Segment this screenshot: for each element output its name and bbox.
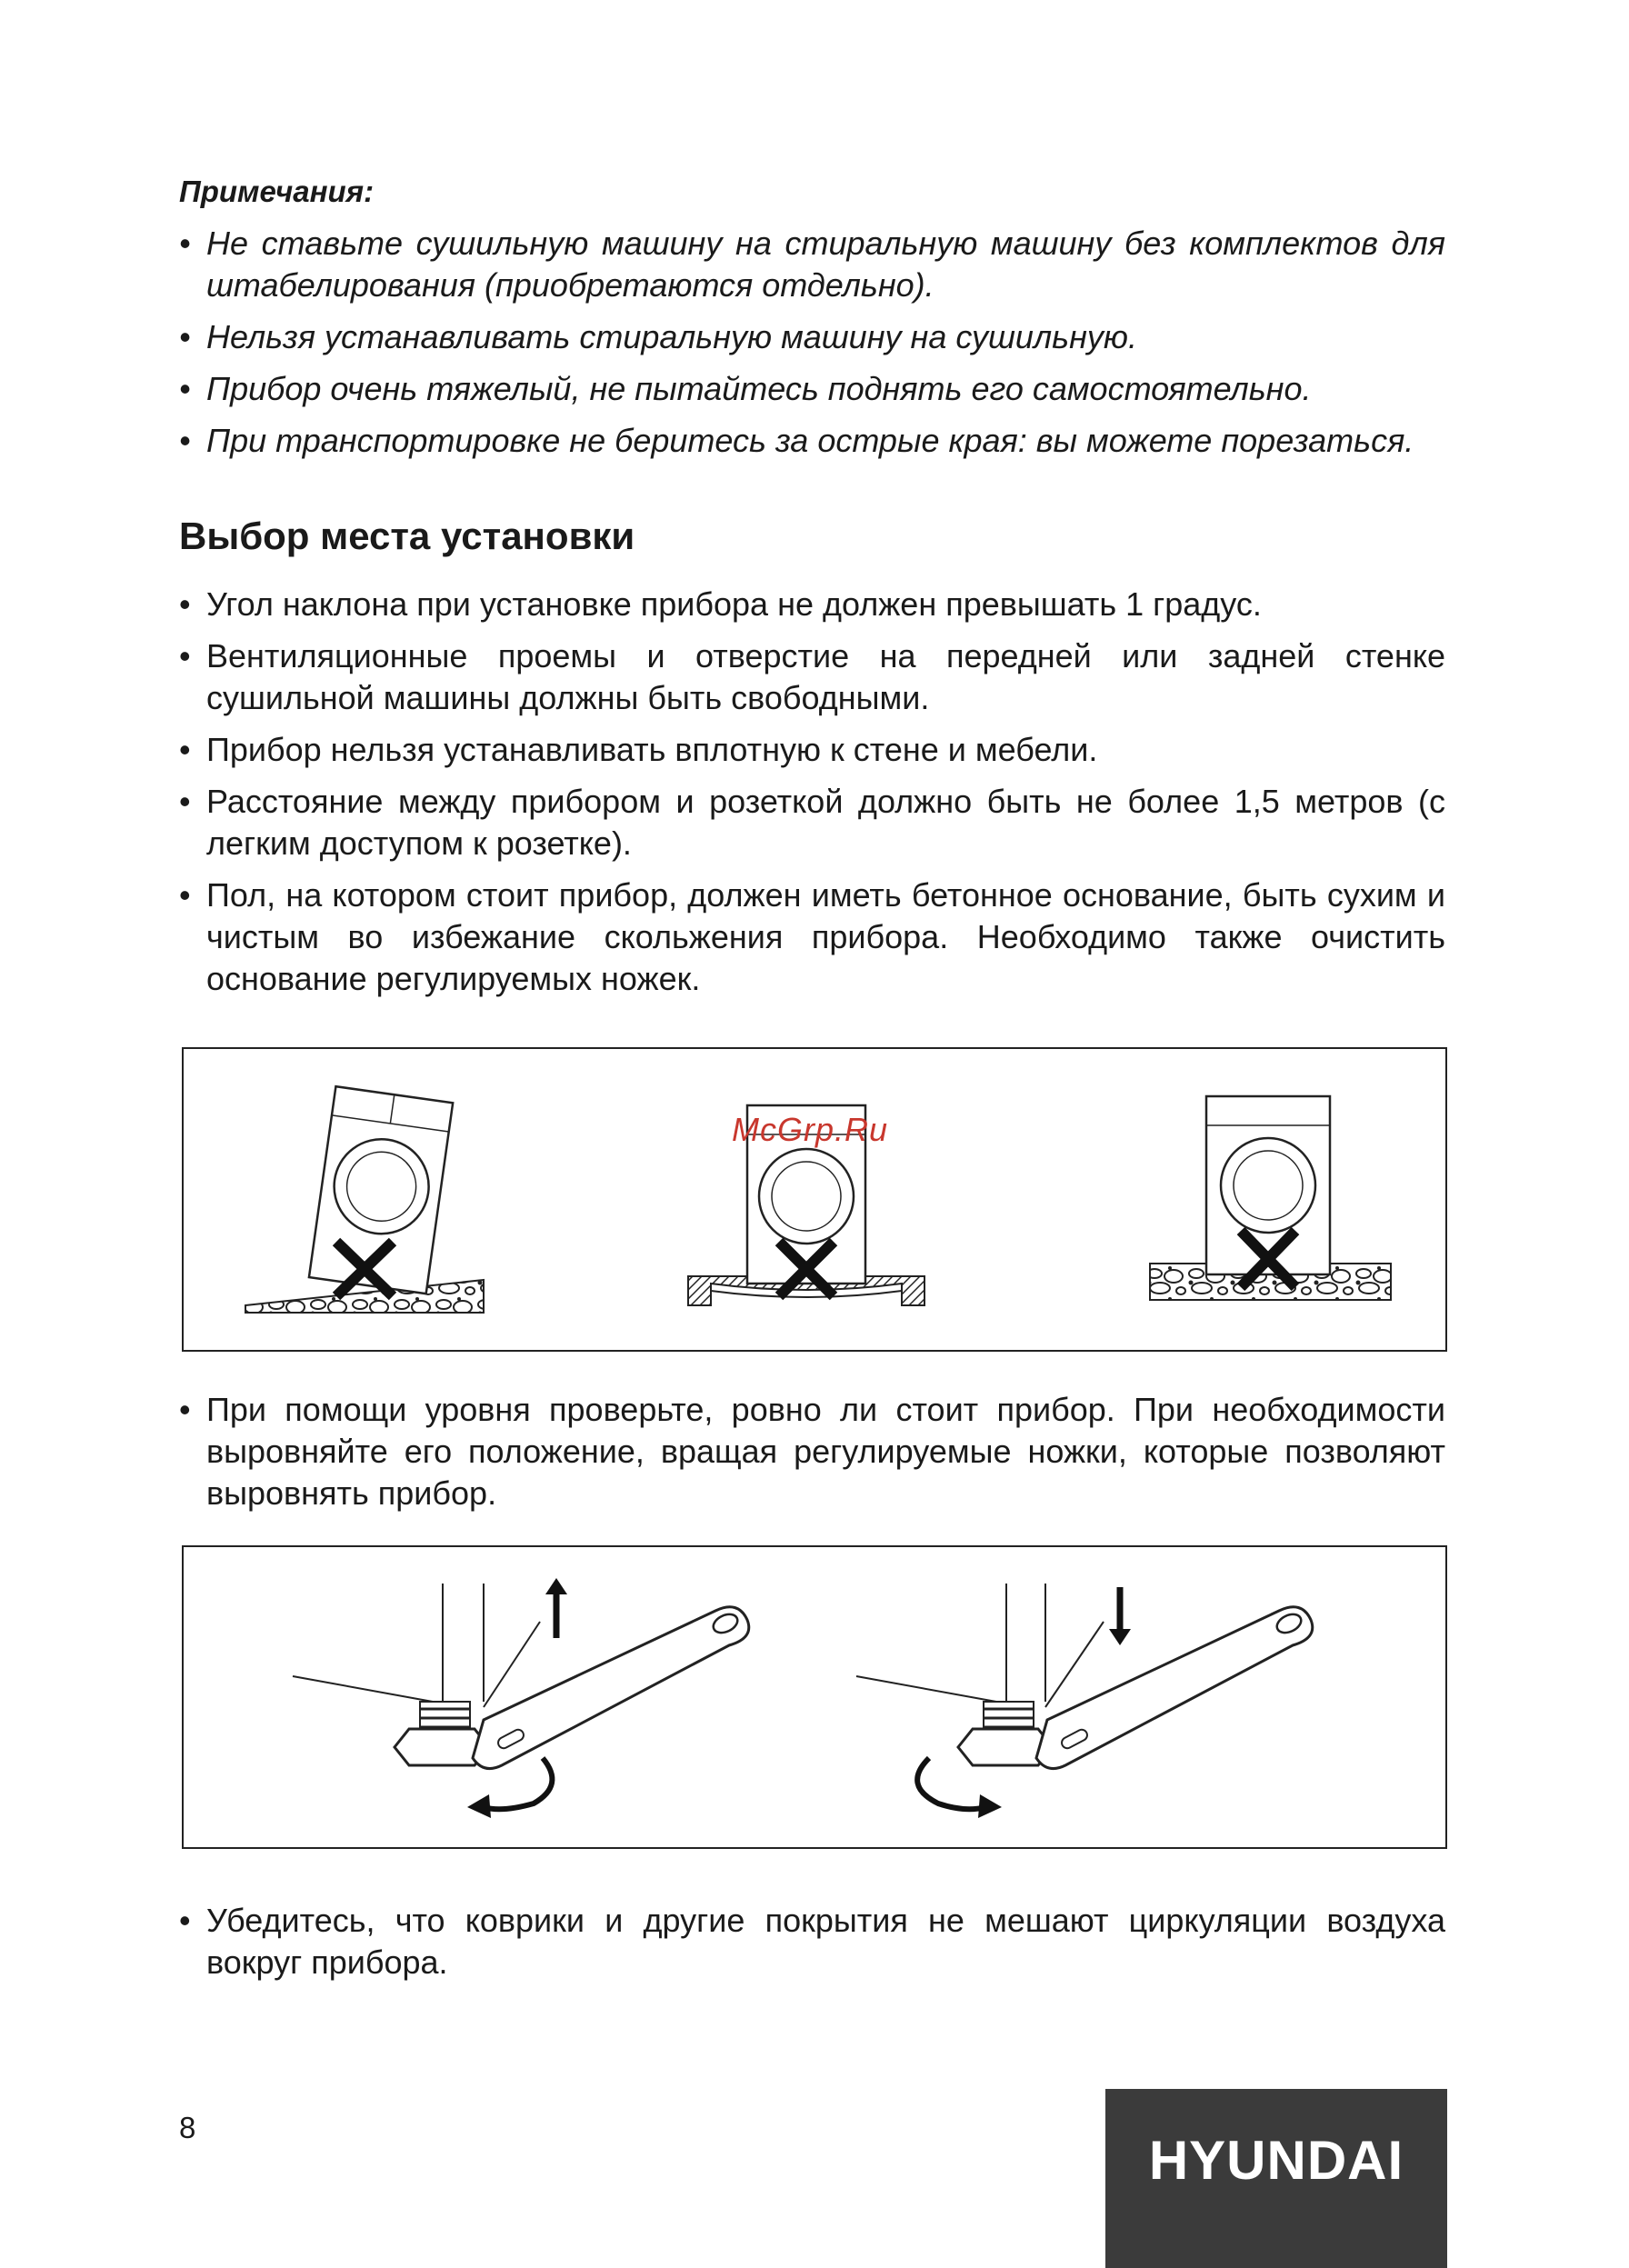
tilted-machine-icon — [245, 1086, 484, 1313]
mats-list — [179, 1900, 1445, 1983]
leveling-feet-illustration — [184, 1547, 1445, 1847]
lower-foot-illustration — [856, 1584, 1313, 1818]
list-item: • Прибор нельзя устанавливать вплотную к стене и мебели. — [179, 729, 1445, 771]
leveling-list — [179, 1389, 1445, 1514]
incorrect-surfaces-illustration — [184, 1049, 1445, 1350]
list-item: • Расстояние между прибором и розеткой должно быть не более 1,5 метров (с легким доступом к розетке). — [179, 781, 1445, 864]
notes-section — [179, 223, 1445, 472]
leveling-section — [179, 1389, 1445, 1524]
list-item: • При транспортировке не беритесь за острые края: вы можете порезаться. — [179, 420, 1445, 462]
watermark: McGrp.Ru — [732, 1111, 889, 1148]
placement-section — [179, 584, 1445, 1010]
brand-logo — [1105, 2089, 1447, 2268]
uneven-floor-machine-icon — [1150, 1096, 1391, 1300]
list-item: • Убедитесь, что коврики и другие покрытия не мешают циркуляции воздуха вокруг прибора. — [179, 1900, 1445, 1983]
raise-foot-illustration — [293, 1578, 749, 1818]
list-item: • Пол, на котором стоит прибор, должен иметь бетонное основание, быть сухим и чистым во избежание скольжения прибора. Необходимо также очистить основание регулируемых ножек. — [179, 874, 1445, 1000]
placement-list — [179, 584, 1445, 1000]
list-item: • Нельзя устанавливать стиральную машину на сушильную. — [179, 316, 1445, 358]
section-title: Выбор места установки — [179, 515, 635, 557]
list-item: • Угол наклона при установке прибора не должен превышать 1 градус. — [179, 584, 1445, 625]
list-item: • При помощи уровня проверьте, ровно ли стоит прибор. При необходимости выровняйте его положение, вращая регулируемые ножки, которые позволяют выровнять прибор. — [179, 1389, 1445, 1514]
leveling-feet-figure — [182, 1545, 1447, 1849]
list-item: • Прибор очень тяжелый, не пытайтесь поднять его самостоятельно. — [179, 368, 1445, 410]
list-item: • Вентиляционные проемы и отверстие на передней или задней стенке сушильной машины должны быть свободными. — [179, 635, 1445, 719]
notes-title: Примечания: — [179, 175, 375, 208]
brand-name: HYUNDAI — [1148, 2130, 1404, 2191]
list-item: • Не ставьте сушильную машину на стиральную машину без комплектов для штабелирования (приобретаются отдельно). — [179, 223, 1445, 306]
incorrect-surfaces-figure — [182, 1047, 1447, 1352]
notes-list — [179, 223, 1445, 462]
page-number: 8 — [179, 2111, 196, 2144]
mats-section — [179, 1900, 1445, 1993]
